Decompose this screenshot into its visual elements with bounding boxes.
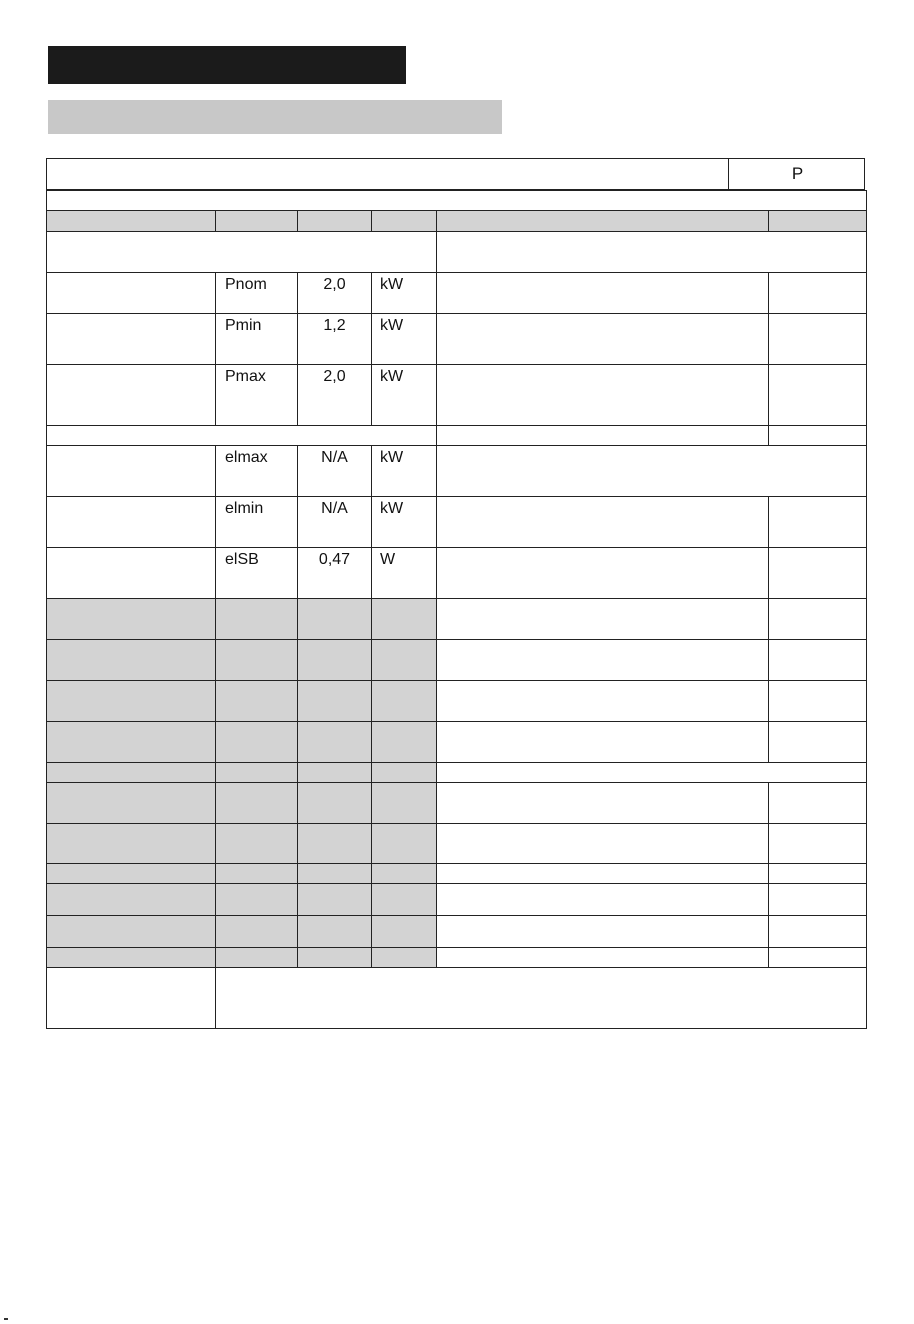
table-cell	[437, 783, 769, 824]
table-cell	[298, 916, 372, 948]
table-cell	[216, 211, 298, 232]
table-cell	[47, 681, 216, 722]
table-row	[47, 864, 867, 884]
table-cell	[298, 681, 372, 722]
table-cell	[47, 864, 216, 884]
table-cell	[372, 783, 437, 824]
table-cell	[47, 314, 216, 365]
table-row	[47, 599, 867, 640]
table-cell	[769, 273, 867, 314]
table-cell	[372, 722, 437, 763]
table-cell	[437, 273, 769, 314]
table-cell	[298, 763, 372, 783]
table-cell	[47, 211, 216, 232]
table-cell	[298, 864, 372, 884]
table-cell	[47, 273, 216, 314]
symbol-cell: Pmin	[216, 314, 298, 365]
value-cell: 1,2	[298, 314, 372, 365]
product-code: P	[791, 164, 804, 183]
table-cell	[769, 211, 867, 232]
table-cell	[437, 365, 769, 426]
subsection-title-bar	[48, 100, 502, 134]
table-cell	[769, 365, 867, 426]
table-row	[47, 314, 867, 365]
symbol-cell: elmin	[216, 497, 298, 548]
unit-cell: W	[372, 548, 437, 599]
table-cell	[216, 864, 298, 884]
unit-cell: kW	[372, 446, 437, 497]
table-cell	[437, 314, 769, 365]
table-cell	[298, 884, 372, 916]
table-cell	[47, 426, 437, 446]
value-cell: N/A	[298, 446, 372, 497]
table-cell	[437, 599, 769, 640]
table-cell	[437, 864, 769, 884]
table-cell	[769, 548, 867, 599]
unit-cell: kW	[372, 497, 437, 548]
table-row	[47, 763, 867, 783]
table-cell	[372, 599, 437, 640]
table-cell	[437, 497, 769, 548]
table-row	[47, 426, 867, 446]
table-cell	[47, 824, 216, 864]
table-cell	[437, 916, 769, 948]
table-row	[47, 948, 867, 968]
table-cell	[47, 640, 216, 681]
table-cell	[372, 211, 437, 232]
table-cell	[437, 722, 769, 763]
table-cell	[47, 497, 216, 548]
table-cell	[769, 497, 867, 548]
table-cell	[47, 884, 216, 916]
table-cell	[298, 824, 372, 864]
table-cell	[216, 916, 298, 948]
table-cell	[47, 232, 437, 273]
table-cell	[437, 681, 769, 722]
table-cell	[216, 681, 298, 722]
table-header-box	[46, 158, 865, 190]
table-cell	[437, 446, 867, 497]
table-row	[47, 722, 867, 763]
table-cell	[769, 314, 867, 365]
table-cell	[437, 426, 769, 446]
table-cell	[769, 864, 867, 884]
table-cell	[372, 640, 437, 681]
table-cell	[372, 916, 437, 948]
table-cell	[298, 722, 372, 763]
column-header-row	[47, 211, 867, 232]
symbol-cell: Pmax	[216, 365, 298, 426]
section-title-bar	[48, 46, 406, 84]
spec-table	[46, 190, 867, 1029]
value-cell: 2,0	[298, 365, 372, 426]
table-cell	[298, 783, 372, 824]
table-cell	[769, 599, 867, 640]
table-row	[47, 273, 867, 314]
table-row	[47, 446, 867, 497]
table-cell	[769, 948, 867, 968]
table-row	[47, 640, 867, 681]
table-cell	[437, 640, 769, 681]
table-cell	[769, 681, 867, 722]
table-row	[47, 548, 867, 599]
table-cell	[216, 824, 298, 864]
table-cell	[216, 722, 298, 763]
table-cell	[372, 681, 437, 722]
table-cell	[216, 948, 298, 968]
symbol-cell: elSB	[216, 548, 298, 599]
unit-cell: kW	[372, 273, 437, 314]
table-cell	[216, 783, 298, 824]
table-cell	[769, 426, 867, 446]
table-cell	[216, 640, 298, 681]
table-cell	[437, 948, 769, 968]
table-row	[47, 497, 867, 548]
table-row	[47, 365, 867, 426]
table-row	[47, 191, 867, 211]
table-row	[47, 681, 867, 722]
symbol-cell: Pnom	[216, 273, 298, 314]
table-cell	[216, 968, 867, 1029]
table-cell	[437, 763, 867, 783]
table-row	[47, 824, 867, 864]
table-cell	[47, 916, 216, 948]
table-cell	[47, 968, 216, 1029]
table-cell	[216, 884, 298, 916]
table-cell	[298, 211, 372, 232]
table-cell	[372, 948, 437, 968]
table-cell	[298, 640, 372, 681]
table-cell	[47, 763, 216, 783]
table-row	[47, 884, 867, 916]
table-cell	[437, 548, 769, 599]
table-cell	[437, 884, 769, 916]
table-row	[47, 232, 867, 273]
table-cell	[47, 783, 216, 824]
table-cell	[437, 232, 867, 273]
table-cell	[216, 599, 298, 640]
value-cell: 0,47	[298, 548, 372, 599]
table-cell	[372, 884, 437, 916]
table-cell	[372, 824, 437, 864]
table-cell	[372, 763, 437, 783]
table-cell	[437, 824, 769, 864]
value-cell: 2,0	[298, 273, 372, 314]
table-cell	[47, 365, 216, 426]
table-cell	[769, 916, 867, 948]
unit-cell: kW	[372, 314, 437, 365]
unit-cell: kW	[372, 365, 437, 426]
table-cell	[47, 548, 216, 599]
table-cell	[47, 191, 867, 211]
value-cell: N/A	[298, 497, 372, 548]
table-row	[47, 916, 867, 948]
table-cell	[216, 763, 298, 783]
table-cell	[298, 948, 372, 968]
table-cell	[769, 722, 867, 763]
table-row	[47, 783, 867, 824]
table-cell	[47, 446, 216, 497]
table-cell	[47, 722, 216, 763]
table-cell	[769, 640, 867, 681]
page-mark	[4, 1318, 8, 1320]
table-cell	[769, 783, 867, 824]
table-cell	[298, 599, 372, 640]
table-cell	[769, 884, 867, 916]
symbol-cell: elmax	[216, 446, 298, 497]
table-cell	[372, 864, 437, 884]
table-row	[47, 968, 867, 1029]
table-cell	[769, 824, 867, 864]
table-cell	[437, 211, 769, 232]
table-cell	[47, 599, 216, 640]
table-cell	[47, 948, 216, 968]
